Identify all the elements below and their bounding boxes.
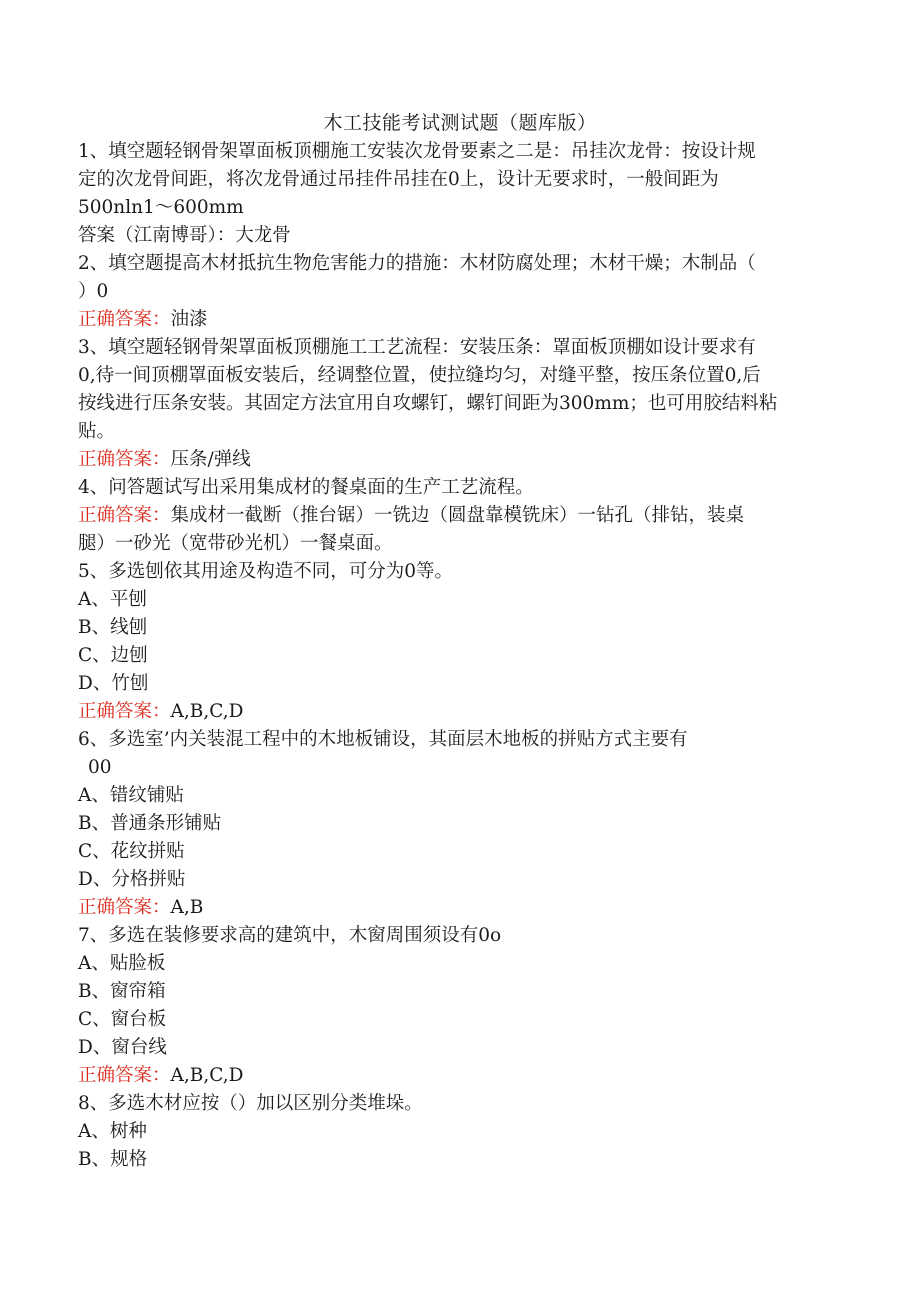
q2-text-line: ）0: [78, 281, 109, 302]
answer-value: A,B: [170, 897, 204, 918]
q4-answer-row: [78, 502, 828, 530]
q2-text-line: 2、填空题提高木材抵抗生物危害能力的措施：木材防腐处理；木材干燥；木制品（: [78, 253, 756, 274]
q7-option: A、贴脸板: [78, 953, 166, 974]
q7-option: D、窗台线: [78, 1037, 167, 1058]
answer-label: 正确答案：: [78, 1065, 171, 1086]
q3-text-line: 按线进行压条安装。其固定方法宜用自攻螺钉，螺钉间距为300mm；也可用胶结料粘: [78, 393, 778, 414]
q7-answer-row: [78, 1062, 828, 1090]
answer-label: 正确答案：: [78, 505, 171, 526]
q8-text-line: 8、多选木材应按（）加以区别分类堆垛。: [78, 1093, 423, 1114]
q3-text-line: 3、填空题轻钢骨架罩面板顶棚施工工艺流程：安装压条：罩面板顶棚如设计要求有: [78, 337, 756, 358]
q8-option: A、树种: [78, 1121, 147, 1142]
q5-option: D、竹刨: [78, 673, 149, 694]
q6-option: D、分格拼贴: [78, 869, 186, 890]
answer-label: 正确答案：: [78, 897, 171, 918]
q2-answer-row: [78, 306, 828, 334]
q7-option: C、窗台板: [78, 1009, 167, 1030]
q4-answer-continuation: 腿）一砂光（宽带砂光机）一餐桌面。: [78, 533, 393, 554]
q1-text-line: 1、填空题轻钢骨架罩面板顶棚施工安装次龙骨要素之二是：吊挂次龙骨：按设计规: [78, 141, 756, 162]
q5-text-line: 5、多选刨依其用途及构造不同，可分为0等。: [78, 561, 454, 582]
q3-text-line: 0,待一间顶棚罩面板安装后，经调整位置，使拉缝均匀，对缝平整，按压条位置0,后: [78, 365, 761, 386]
q6-answer-row: [78, 894, 828, 922]
q1-text-line: 500nln1～600mm: [78, 197, 244, 218]
q6-option: B、普通条形铺贴: [78, 813, 222, 834]
answer-value: 集成材一截断（推台锯）一铣边（圆盘靠模铣床）一钻孔（排钻，装桌: [170, 505, 745, 526]
q1-answer: 答案（江南博哥）：大龙骨: [78, 225, 291, 246]
q6-text-line: 00: [88, 757, 112, 778]
q6-option: A、错纹铺贴: [78, 785, 184, 806]
question-list: [78, 138, 828, 1174]
answer-value: A,B,C,D: [170, 701, 244, 722]
q7-text-line: 7、多选在装修要求高的建筑中，木窗周围须设有0o: [78, 925, 502, 946]
answer-value: 压条/弹线: [170, 449, 251, 470]
answer-label: 正确答案：: [78, 309, 171, 330]
q3-text-line: 贴。: [78, 421, 116, 442]
answer-label: 正确答案：: [78, 701, 171, 722]
q4-text-line: 4、问答题试写出采用集成材的餐桌面的生产工艺流程。: [78, 477, 534, 498]
q5-answer-row: [78, 698, 828, 726]
q5-option: A、平刨: [78, 589, 147, 610]
page-title: 木工技能考试测试题（题库版）: [323, 112, 597, 134]
q6-option: C、花纹拼贴: [78, 841, 185, 862]
q8-option: B、规格: [78, 1149, 148, 1170]
q5-option: B、线刨: [78, 617, 148, 638]
q7-option: B、窗帘箱: [78, 981, 166, 1002]
q1-text-line: 定的次龙骨间距，将次龙骨通过吊挂件吊挂在0上，设计无要求时，一般间距为: [78, 169, 719, 190]
answer-value: A,B,C,D: [170, 1065, 244, 1086]
answer-value: 油漆: [170, 309, 208, 330]
answer-label: 正确答案：: [78, 449, 171, 470]
q3-answer-row: [78, 446, 828, 474]
q6-text-line: 6、多选室’内关装混工程中的木地板铺设，其面层木地板的拼贴方式主要有: [78, 729, 688, 750]
q5-option: C、边刨: [78, 645, 148, 666]
